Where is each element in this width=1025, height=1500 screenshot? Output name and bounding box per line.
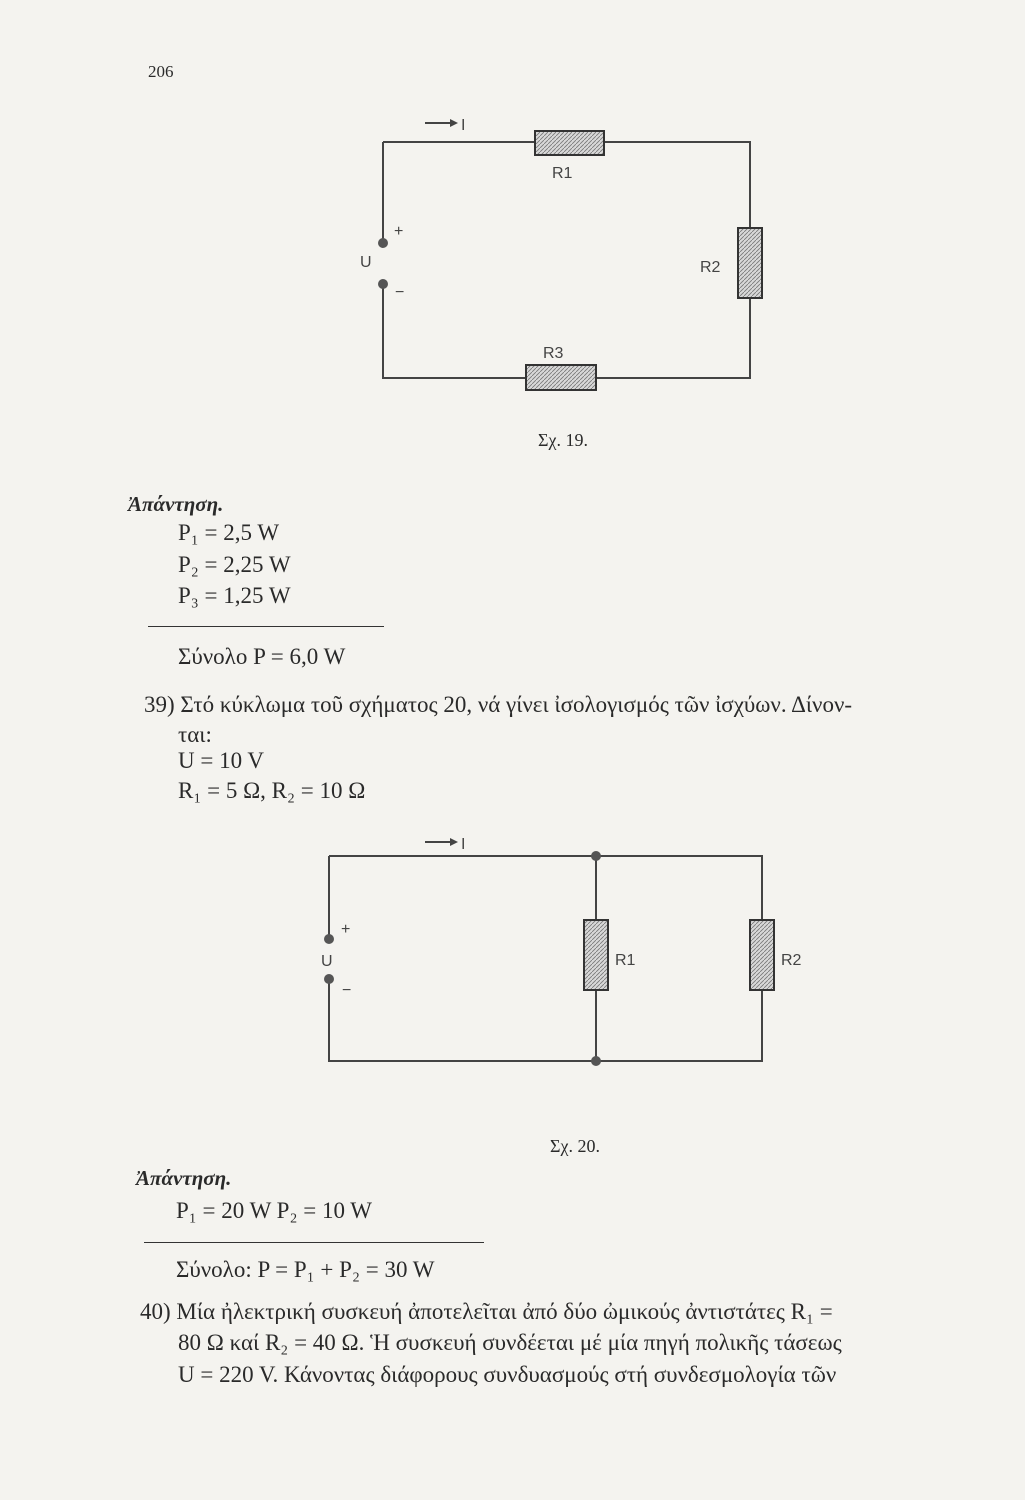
fig19-wire-bottom <box>383 287 526 378</box>
answer-1-total: Σύνολο P = 6,0 W <box>178 644 346 669</box>
answer-1-line-2: P₂ = 2,25 W <box>178 552 291 577</box>
problem-40-line-1: 40) Μία ἠλεκτρική συσκευή ἀποτελεῖται ἀπό δύο ὠμικούς ἀντιστάτες R₁ = <box>140 1299 833 1324</box>
figure-19-circuit <box>383 119 762 390</box>
fig20-r1-label: R1 <box>615 952 636 969</box>
fig19-terminal-plus <box>378 238 388 248</box>
fig20-node-top <box>591 851 601 861</box>
answer-1-rule <box>148 626 384 627</box>
answer-1-line-1: P₁ = 2,5 W <box>178 520 280 545</box>
fig19-wire-right <box>596 298 750 378</box>
fig20-terminal-minus <box>324 974 334 984</box>
fig19-source-label: U <box>360 254 372 271</box>
problem-40-line-2: 80 Ω καί R₂ = 40 Ω. Ἡ συσκευή συνδέεται μέ μία πηγή πολικῆς τάσεως <box>178 1330 842 1355</box>
problem-39-line-3: U = 10 V <box>178 748 265 773</box>
answer-2-line: P₁ = 20 W P₂ = 10 W <box>176 1198 372 1223</box>
fig20-current-label: I <box>461 836 466 853</box>
problem-39-line-4: R₁ = 5 Ω, R₂ = 10 Ω <box>178 778 366 803</box>
figure-20-circuit <box>329 838 774 1061</box>
fig19-resistor-r3 <box>526 365 596 390</box>
answer-2-rule <box>144 1242 484 1243</box>
problem-39-line-2: ται: <box>178 722 212 747</box>
answer-1-line-3: P₃ = 1,25 W <box>178 583 291 608</box>
fig20-wire-left <box>329 856 762 1061</box>
answer-2-total: Σύνολο: P = P₁ + P₂ = 30 W <box>176 1257 435 1282</box>
figure-19-caption: Σχ. 19. <box>538 430 588 450</box>
fig19-current-label: I <box>461 117 466 134</box>
fig19-resistor-r1 <box>535 131 604 155</box>
fig19-r1-label: R1 <box>552 165 573 182</box>
figure-20-caption: Σχ. 20. <box>550 1136 600 1156</box>
fig19-plus-label: + <box>394 223 404 240</box>
fig19-resistor-r2 <box>738 228 762 298</box>
fig20-minus-label: − <box>342 982 352 999</box>
answer-2-heading: Ἀπάντηση. <box>136 1166 232 1190</box>
fig20-plus-label: + <box>341 921 351 938</box>
fig20-wire-top <box>329 856 762 920</box>
fig20-terminal-plus <box>324 934 334 944</box>
fig20-resistor-r2 <box>750 920 774 990</box>
page-number: 206 <box>148 62 174 81</box>
fig20-source-label: U <box>321 953 333 970</box>
fig19-r2-label: R2 <box>700 259 721 276</box>
fig20-r2-label: R2 <box>781 952 802 969</box>
problem-39-line-1: 39) Στό κύκλωμα τοῦ σχήματος 20, νά γίνει ἰσολογισμός τῶν ἰσχύων. Δίνον- <box>144 692 853 717</box>
fig19-terminal-minus <box>378 279 388 289</box>
fig19-minus-label: − <box>395 284 405 301</box>
fig20-resistor-r1 <box>584 920 608 990</box>
answer-1-heading: Ἀπάντηση. <box>128 492 224 516</box>
problem-40-line-3: U = 220 V. Κάνοντας διάφορους συνδυασμούς στή συνδεσμολογία τῶν <box>178 1362 837 1387</box>
fig20-node-bottom <box>591 1056 601 1066</box>
fig19-r3-label: R3 <box>543 345 564 362</box>
